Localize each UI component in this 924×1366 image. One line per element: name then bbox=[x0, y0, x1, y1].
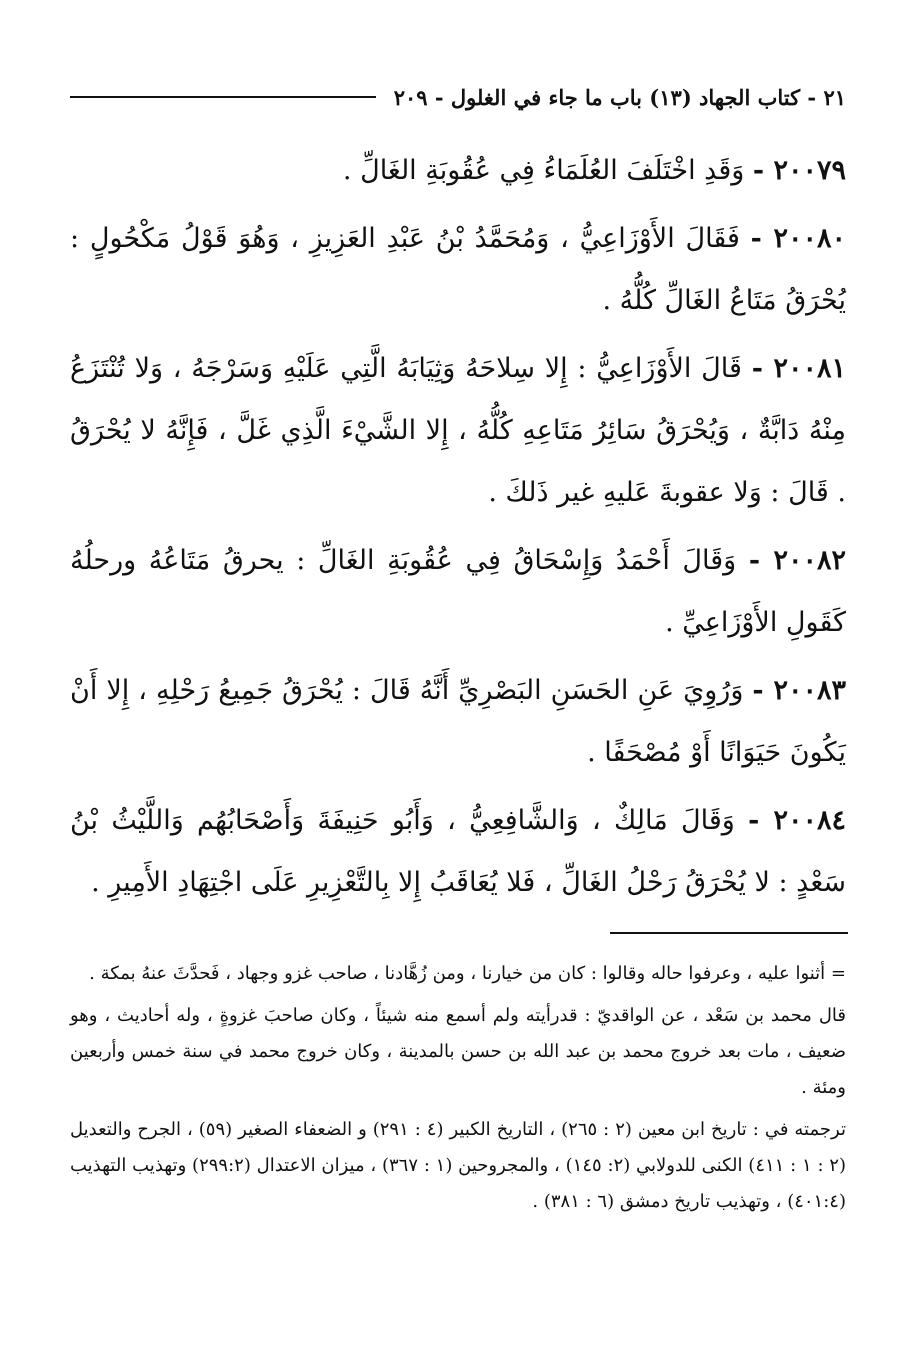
paragraph-20080 bbox=[70, 208, 846, 332]
paragraph-20081 bbox=[70, 338, 846, 524]
paragraph-text: قَالَ الأَوْزَاعِيُّ : إِلا سِلاحَهُ وَثِيَابَهُ الَّتِي عَلَيْهِ وَسَرْجَهُ ، وَلا تُنْتَزَعُ مِنْهُ دَابَّةٌ ، وَيُحْرَقُ سَائِرُ مَتَاعِهِ كُلُّهُ ، إِلا الشَّيْءَ الَّذِي غَلَّ ، فَإِنَّهُ لا يُحْرَقُ . قَالَ : وَلا عقوبةَ عَليهِ غير ذَلكَ . bbox=[70, 353, 846, 508]
paragraph-number: ٢٠٠٨٠ - bbox=[750, 223, 846, 254]
footnote-separator bbox=[610, 932, 848, 934]
running-header bbox=[70, 80, 846, 114]
paragraph-number: ٢٠٠٨٢ - bbox=[748, 545, 847, 576]
paragraph-text: وَقَالَ أَحْمَدُ وَإِسْحَاقُ فِي عُقُوبَةِ الغَالِّ : يحرقُ مَتَاعُهُ ورحلُهُ كَقَولِ الأَوْزَاعِيِّ . bbox=[70, 545, 846, 638]
paragraph-number: ٢٠٠٨٤ - bbox=[748, 805, 846, 836]
footnote-references: ترجمته في : تاريخ ابن معين (٢ : ٢٦٥) ، التاريخ الكبير (٤ : ٢٩١) و الضعفاء الصغير (٥٩) ، الجرح والتعديل (٢ : ١ : ٤١١) الكنى للدولابي (٢: ١٤٥) ، والمجروحين (١ : ٣٦٧) ، ميزان الاعتدال (٢٩٩:٢) وتهذيب التهذيب (٤٠١:٤) ، وتهذيب تاريخ دمشق (٦ : ٣٨١) . bbox=[70, 1119, 846, 1212]
paragraph-text: وَقَدِ اخْتَلَفَ العُلَمَاءُ فِي عُقُوبَةِ الغَالِّ . bbox=[342, 155, 745, 186]
paragraph-number: ٢٠٠٨٣ - bbox=[752, 675, 846, 706]
paragraph-number: ٢٠٠٧٩ - bbox=[752, 155, 846, 186]
header-rule bbox=[70, 96, 376, 98]
paragraph-text: وَرُوِيَ عَنِ الحَسَنِ البَصْرِيِّ أَنَّهُ قَالَ : يُحْرَقُ جَمِيعُ رَحْلِهِ ، إِلا أَنْ يَكُونَ حَيَوَانًا أَوْ مُصْحَفًا . bbox=[70, 675, 846, 768]
footnote-continuation: = أثنوا عليه ، وعرفوا حاله وقالوا : كان من خيارنا ، ومن زُهَّادنا ، صاحب غزو وجهاد ، فَحدَّثَ عنهُ بمكة . bbox=[89, 963, 846, 984]
main-text bbox=[70, 140, 846, 920]
header-title: ٢١ - كتاب الجهاد (١٣) باب ما جاء في الغلول - ٢٠٩ bbox=[393, 84, 846, 110]
footnote-biography: قال محمد بن سَعْد ، عن الواقديّ : قدرأيته ولم أسمع منه شيئاً ، وكان صاحبَ غزوةٍ ، وله أحاديث ، وهو ضعيف ، مات بعد خروج محمد بن عبد الله بن حسن بالمدينة ، وكان خروج محمد في سنة خمس وأربعين ومئة . bbox=[70, 1005, 846, 1098]
paragraph-number: ٢٠٠٨١ - bbox=[751, 353, 846, 384]
paragraph-20079 bbox=[70, 140, 846, 202]
footnotes bbox=[70, 956, 846, 1226]
paragraph-20083 bbox=[70, 660, 846, 784]
paragraph-20084 bbox=[70, 790, 846, 914]
paragraph-20082 bbox=[70, 530, 846, 654]
paragraph-text: فَقَالَ الأَوْزَاعِيُّ ، وَمُحَمَّدُ بْنُ عَبْدِ العَزِيزِ ، وَهُوَ قَوْلُ مَكْحُولٍ : يُحْرَقُ مَتَاعُ الغَالِّ كُلُّهُ . bbox=[70, 223, 846, 316]
paragraph-text: وَقَالَ مَالِكٌ ، وَالشَّافِعِيُّ ، وَأَبُو حَنِيفَةَ وَأَصْحَابُهُم وَاللَّيْثُ بْنُ سَعْدٍ : لا يُحْرَقُ رَحْلُ الغَالِّ ، فَلا يُعَاقَبُ إِلا بِالتَّعْزِيرِ عَلَى اجْتِهَادِ الأَمِيرِ . bbox=[70, 805, 846, 898]
